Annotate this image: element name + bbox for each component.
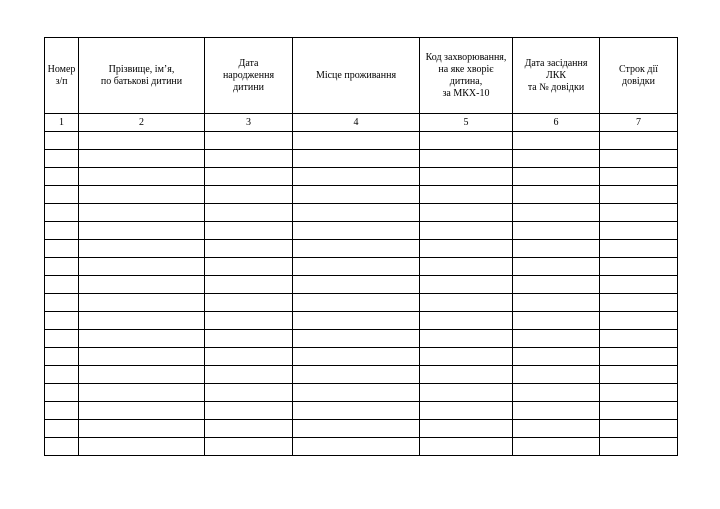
entry-cell	[420, 366, 513, 384]
entry-cell	[513, 294, 600, 312]
entry-cell	[293, 204, 420, 222]
entry-cell	[600, 222, 678, 240]
entry-cell	[420, 168, 513, 186]
entry-cell	[513, 276, 600, 294]
entry-cell	[293, 384, 420, 402]
entry-cell	[513, 384, 600, 402]
column-number: 2	[79, 114, 205, 132]
entry-cell	[205, 258, 293, 276]
entry-cell	[45, 222, 79, 240]
entry-row	[45, 240, 678, 258]
entry-cell	[420, 348, 513, 366]
entry-cell	[79, 204, 205, 222]
entry-cell	[600, 150, 678, 168]
entry-cell	[45, 330, 79, 348]
entry-cell	[513, 186, 600, 204]
entry-cell	[205, 312, 293, 330]
register-table	[44, 37, 678, 456]
entry-row	[45, 168, 678, 186]
entry-cell	[79, 330, 205, 348]
entry-cell	[293, 168, 420, 186]
entry-cell	[79, 150, 205, 168]
entry-row	[45, 384, 678, 402]
entry-cell	[513, 150, 600, 168]
entry-row	[45, 204, 678, 222]
entry-cell	[293, 366, 420, 384]
entry-cell	[600, 366, 678, 384]
entry-cell	[420, 258, 513, 276]
entry-cell	[293, 240, 420, 258]
entry-cell	[79, 312, 205, 330]
header-disease-code: Код захворювання, на яке хворіє дитина, за МКХ-10	[420, 38, 513, 114]
entry-cell	[420, 150, 513, 168]
entry-cell	[79, 276, 205, 294]
entry-cell	[513, 240, 600, 258]
header-birth-date: Дата народження дитини	[205, 38, 293, 114]
entry-cell	[79, 420, 205, 438]
header-validity: Строк дії довідки	[600, 38, 678, 114]
entry-cell	[513, 348, 600, 366]
entry-cell	[45, 132, 79, 150]
entry-cell	[293, 150, 420, 168]
column-number: 3	[205, 114, 293, 132]
entry-row	[45, 330, 678, 348]
entry-cell	[205, 222, 293, 240]
entry-cell	[79, 438, 205, 456]
entry-row	[45, 438, 678, 456]
entry-cell	[45, 366, 79, 384]
entry-cell	[420, 240, 513, 258]
entry-cell	[420, 222, 513, 240]
entry-cell	[205, 420, 293, 438]
entry-cell	[45, 150, 79, 168]
entry-cell	[45, 204, 79, 222]
entry-cell	[513, 222, 600, 240]
entry-cell	[600, 384, 678, 402]
entry-cell	[600, 438, 678, 456]
entry-cell	[513, 438, 600, 456]
entry-cell	[45, 186, 79, 204]
entry-cell	[79, 168, 205, 186]
header-residence: Місце проживання	[293, 38, 420, 114]
entry-cell	[205, 384, 293, 402]
entry-cell	[79, 348, 205, 366]
entry-cell	[205, 276, 293, 294]
entry-cell	[79, 366, 205, 384]
entry-cell	[513, 420, 600, 438]
entry-cell	[600, 204, 678, 222]
entry-row	[45, 402, 678, 420]
entry-cell	[45, 240, 79, 258]
entry-row	[45, 276, 678, 294]
entry-row	[45, 366, 678, 384]
entry-row	[45, 348, 678, 366]
entry-cell	[79, 186, 205, 204]
entry-cell	[420, 204, 513, 222]
entry-cell	[45, 420, 79, 438]
entry-cell	[600, 132, 678, 150]
entry-cell	[600, 240, 678, 258]
entry-cell	[513, 312, 600, 330]
entry-cell	[513, 168, 600, 186]
entry-cell	[513, 366, 600, 384]
entry-cell	[45, 276, 79, 294]
entry-cell	[293, 330, 420, 348]
entry-cell	[420, 384, 513, 402]
entry-cell	[600, 186, 678, 204]
entry-cell	[79, 258, 205, 276]
entry-cell	[45, 258, 79, 276]
entry-row	[45, 420, 678, 438]
entry-cell	[293, 294, 420, 312]
entry-cell	[205, 204, 293, 222]
entry-cell	[79, 384, 205, 402]
entry-cell	[293, 348, 420, 366]
entry-cell	[420, 402, 513, 420]
entry-cell	[293, 276, 420, 294]
entry-cell	[513, 132, 600, 150]
entry-cell	[420, 132, 513, 150]
entry-row	[45, 258, 678, 276]
entry-cell	[45, 168, 79, 186]
entry-row	[45, 294, 678, 312]
entry-cell	[600, 330, 678, 348]
entry-cell	[45, 312, 79, 330]
entry-cell	[420, 420, 513, 438]
entry-cell	[205, 168, 293, 186]
entry-cell	[205, 330, 293, 348]
entry-cell	[600, 276, 678, 294]
header-row	[45, 38, 678, 114]
entry-cell	[600, 420, 678, 438]
entry-cell	[600, 294, 678, 312]
column-number-row	[45, 114, 678, 132]
entry-cell	[205, 186, 293, 204]
entry-cell	[513, 258, 600, 276]
entry-cell	[420, 186, 513, 204]
entry-cell	[293, 222, 420, 240]
entry-row	[45, 312, 678, 330]
entry-cell	[79, 222, 205, 240]
entry-cell	[205, 438, 293, 456]
entry-cell	[205, 402, 293, 420]
entry-cell	[600, 168, 678, 186]
column-number: 7	[600, 114, 678, 132]
header-lkk-date: Дата засідання ЛКК та № довідки	[513, 38, 600, 114]
entry-cell	[45, 384, 79, 402]
entry-cell	[293, 420, 420, 438]
entry-cell	[293, 438, 420, 456]
entry-row	[45, 222, 678, 240]
entry-cell	[420, 330, 513, 348]
entry-cell	[45, 438, 79, 456]
entry-cell	[293, 258, 420, 276]
entry-cell	[513, 402, 600, 420]
entry-cell	[45, 348, 79, 366]
entry-cell	[205, 294, 293, 312]
entry-cell	[205, 150, 293, 168]
entry-cell	[420, 294, 513, 312]
entry-cell	[45, 294, 79, 312]
entry-row	[45, 132, 678, 150]
entry-cell	[79, 240, 205, 258]
entry-cell	[79, 294, 205, 312]
column-number: 6	[513, 114, 600, 132]
entry-cell	[205, 132, 293, 150]
entry-cell	[420, 438, 513, 456]
entry-cell	[293, 312, 420, 330]
entry-row	[45, 186, 678, 204]
entry-cell	[293, 402, 420, 420]
column-number: 5	[420, 114, 513, 132]
entry-cell	[420, 276, 513, 294]
entry-cell	[600, 348, 678, 366]
entry-cell	[205, 348, 293, 366]
entry-cell	[513, 330, 600, 348]
entry-cell	[205, 240, 293, 258]
entry-cell	[293, 186, 420, 204]
entry-cell	[205, 366, 293, 384]
entry-cell	[420, 312, 513, 330]
column-number: 1	[45, 114, 79, 132]
entry-cell	[45, 402, 79, 420]
entry-cell	[600, 402, 678, 420]
entry-row	[45, 150, 678, 168]
entry-cell	[513, 204, 600, 222]
column-number: 4	[293, 114, 420, 132]
header-number: Номер з/п	[45, 38, 79, 114]
entry-cell	[600, 258, 678, 276]
entry-cell	[79, 132, 205, 150]
entry-cell	[600, 312, 678, 330]
header-full-name: Прізвище, ім’я, по батькові дитини	[79, 38, 205, 114]
entry-cell	[293, 132, 420, 150]
entry-cell	[79, 402, 205, 420]
